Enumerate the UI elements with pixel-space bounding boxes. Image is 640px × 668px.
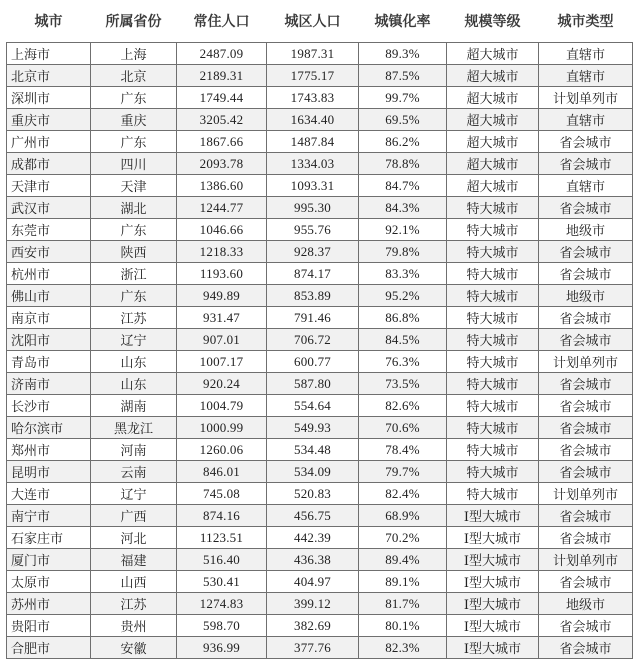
cell-resident-population: 1867.66 [177,131,267,153]
cell-urbanization-rate: 69.5% [359,109,447,131]
cell-province: 山东 [91,351,177,373]
cell-city-type: 省会城市 [539,571,633,593]
cell-urban-population: 554.64 [267,395,359,417]
cell-city-type: 省会城市 [539,395,633,417]
cell-urbanization-rate: 80.1% [359,615,447,637]
cell-urban-population: 955.76 [267,219,359,241]
cell-city-type: 省会城市 [539,439,633,461]
cell-urbanization-rate: 89.1% [359,571,447,593]
cell-city: 重庆市 [7,109,91,131]
cell-city: 杭州市 [7,263,91,285]
table-row [7,307,633,329]
cell-urban-population: 456.75 [267,505,359,527]
header-province: 所属省份 [105,14,162,30]
cell-resident-population: 1218.33 [177,241,267,263]
cell-province: 江苏 [91,307,177,329]
cell-province: 福建 [91,549,177,571]
cell-city: 昆明市 [7,461,91,483]
cell-urbanization-rate: 84.3% [359,197,447,219]
cell-city: 合肥市 [7,637,91,659]
cell-province: 广东 [91,87,177,109]
table-row [7,483,633,505]
cell-province: 广东 [91,131,177,153]
cell-resident-population: 846.01 [177,461,267,483]
header-urbanization-rate: 城镇化率 [374,14,431,30]
table-row [7,263,633,285]
cell-province: 河南 [91,439,177,461]
cell-scale-level: 特大城市 [447,329,539,351]
cell-scale-level: 特大城市 [447,439,539,461]
cell-scale-level: 特大城市 [447,197,539,219]
cell-city: 苏州市 [7,593,91,615]
cell-urban-population: 874.17 [267,263,359,285]
cell-city-type: 省会城市 [539,505,633,527]
cell-urban-population: 600.77 [267,351,359,373]
cell-urbanization-rate: 78.8% [359,153,447,175]
cell-city-type: 省会城市 [539,329,633,351]
table-row [7,461,633,483]
cell-resident-population: 874.16 [177,505,267,527]
cell-urbanization-rate: 99.7% [359,87,447,109]
cell-scale-level: 特大城市 [447,417,539,439]
cell-province: 山西 [91,571,177,593]
table-header [7,0,633,43]
table-row [7,285,633,307]
cell-scale-level: 超大城市 [447,175,539,197]
cell-city: 长沙市 [7,395,91,417]
cell-urban-population: 436.38 [267,549,359,571]
cell-city-type: 计划单列市 [539,351,633,373]
cell-city: 大连市 [7,483,91,505]
cell-resident-population: 949.89 [177,285,267,307]
cell-city: 厦门市 [7,549,91,571]
table-row [7,175,633,197]
cell-city: 广州市 [7,131,91,153]
cell-urban-population: 404.97 [267,571,359,593]
header-resident-population: 常住人口 [193,14,250,30]
cell-urbanization-rate: 70.2% [359,527,447,549]
header-city: 城市 [34,14,63,30]
cell-resident-population: 1274.83 [177,593,267,615]
cell-resident-population: 2093.78 [177,153,267,175]
city-population-table [6,0,633,659]
cell-province: 广东 [91,219,177,241]
cell-province: 辽宁 [91,329,177,351]
cell-urban-population: 587.80 [267,373,359,395]
cell-city: 武汉市 [7,197,91,219]
header-city-type: 城市类型 [557,14,614,30]
cell-city-type: 直辖市 [539,43,633,65]
cell-scale-level: 特大城市 [447,395,539,417]
header-urban-population: 城区人口 [284,14,341,30]
cell-scale-level: 超大城市 [447,87,539,109]
cell-city: 沈阳市 [7,329,91,351]
cell-scale-level: Ⅰ型大城市 [447,637,539,659]
table-row [7,65,633,87]
cell-scale-level: 超大城市 [447,131,539,153]
cell-urban-population: 1743.83 [267,87,359,109]
cell-urban-population: 399.12 [267,593,359,615]
cell-city: 北京市 [7,65,91,87]
cell-urban-population: 928.37 [267,241,359,263]
cell-resident-population: 516.40 [177,549,267,571]
cell-resident-population: 931.47 [177,307,267,329]
table-row [7,197,633,219]
cell-city: 西安市 [7,241,91,263]
cell-city-type: 地级市 [539,593,633,615]
header-row [7,0,633,43]
cell-city: 天津市 [7,175,91,197]
cell-resident-population: 1193.60 [177,263,267,285]
cell-urbanization-rate: 89.3% [359,43,447,65]
cell-province: 浙江 [91,263,177,285]
cell-scale-level: Ⅰ型大城市 [447,571,539,593]
cell-urban-population: 1987.31 [267,43,359,65]
cell-province: 山东 [91,373,177,395]
cell-urbanization-rate: 70.6% [359,417,447,439]
cell-city-type: 省会城市 [539,637,633,659]
cell-city-type: 省会城市 [539,241,633,263]
cell-urbanization-rate: 79.8% [359,241,447,263]
cell-city-type: 省会城市 [539,307,633,329]
cell-city-type: 省会城市 [539,615,633,637]
cell-urban-population: 1093.31 [267,175,359,197]
table-row [7,417,633,439]
table-row [7,43,633,65]
table-row [7,593,633,615]
cell-province: 云南 [91,461,177,483]
cell-province: 贵州 [91,615,177,637]
cell-scale-level: 超大城市 [447,153,539,175]
table-row [7,527,633,549]
cell-urban-population: 1775.17 [267,65,359,87]
cell-scale-level: 特大城市 [447,373,539,395]
cell-scale-level: Ⅰ型大城市 [447,527,539,549]
cell-urbanization-rate: 82.6% [359,395,447,417]
table-row [7,571,633,593]
table-row [7,373,633,395]
cell-resident-population: 936.99 [177,637,267,659]
cell-city: 成都市 [7,153,91,175]
cell-urbanization-rate: 73.5% [359,373,447,395]
cell-resident-population: 598.70 [177,615,267,637]
cell-province: 上海 [91,43,177,65]
cell-scale-level: 特大城市 [447,483,539,505]
cell-resident-population: 2487.09 [177,43,267,65]
table-row [7,549,633,571]
cell-urbanization-rate: 83.3% [359,263,447,285]
cell-scale-level: 特大城市 [447,263,539,285]
cell-urban-population: 1334.03 [267,153,359,175]
cell-city-type: 直辖市 [539,65,633,87]
cell-province: 辽宁 [91,483,177,505]
cell-city-type: 省会城市 [539,373,633,395]
cell-resident-population: 1260.06 [177,439,267,461]
cell-province: 黑龙江 [91,417,177,439]
cell-city: 郑州市 [7,439,91,461]
table-row [7,109,633,131]
table-row [7,615,633,637]
cell-province: 天津 [91,175,177,197]
cell-scale-level: 超大城市 [447,43,539,65]
cell-resident-population: 1123.51 [177,527,267,549]
cell-city: 太原市 [7,571,91,593]
cell-resident-population: 3205.42 [177,109,267,131]
cell-city: 南宁市 [7,505,91,527]
cell-scale-level: 特大城市 [447,241,539,263]
cell-resident-population: 1007.17 [177,351,267,373]
table-row [7,131,633,153]
cell-urbanization-rate: 82.3% [359,637,447,659]
cell-province: 四川 [91,153,177,175]
cell-city-type: 地级市 [539,219,633,241]
cell-province: 陕西 [91,241,177,263]
cell-city-type: 计划单列市 [539,549,633,571]
cell-city-type: 省会城市 [539,417,633,439]
cell-urban-population: 534.09 [267,461,359,483]
cell-urbanization-rate: 87.5% [359,65,447,87]
cell-city: 哈尔滨市 [7,417,91,439]
cell-province: 湖南 [91,395,177,417]
cell-province: 重庆 [91,109,177,131]
table-row [7,153,633,175]
cell-city-type: 省会城市 [539,153,633,175]
cell-urbanization-rate: 78.4% [359,439,447,461]
header-scale-level: 规模等级 [464,14,521,30]
cell-scale-level: Ⅰ型大城市 [447,615,539,637]
cell-urbanization-rate: 86.2% [359,131,447,153]
table-row [7,637,633,659]
table-row [7,351,633,373]
cell-resident-population: 1046.66 [177,219,267,241]
cell-province: 北京 [91,65,177,87]
cell-urbanization-rate: 68.9% [359,505,447,527]
cell-scale-level: 特大城市 [447,219,539,241]
cell-city: 青岛市 [7,351,91,373]
cell-urban-population: 853.89 [267,285,359,307]
cell-scale-level: Ⅰ型大城市 [447,549,539,571]
cell-resident-population: 1004.79 [177,395,267,417]
cell-province: 安徽 [91,637,177,659]
table-row [7,505,633,527]
cell-city-type: 省会城市 [539,461,633,483]
cell-scale-level: 超大城市 [447,109,539,131]
cell-resident-population: 920.24 [177,373,267,395]
cell-urbanization-rate: 82.4% [359,483,447,505]
cell-city: 济南市 [7,373,91,395]
table-row [7,439,633,461]
table-body [7,43,633,659]
cell-urban-population: 995.30 [267,197,359,219]
cell-city-type: 省会城市 [539,131,633,153]
cell-resident-population: 907.01 [177,329,267,351]
cell-city-type: 省会城市 [539,197,633,219]
cell-resident-population: 1000.99 [177,417,267,439]
cell-resident-population: 745.08 [177,483,267,505]
cell-city-type: 计划单列市 [539,87,633,109]
cell-province: 河北 [91,527,177,549]
cell-resident-population: 530.41 [177,571,267,593]
cell-urban-population: 520.83 [267,483,359,505]
cell-urban-population: 791.46 [267,307,359,329]
cell-urbanization-rate: 84.7% [359,175,447,197]
cell-scale-level: Ⅰ型大城市 [447,505,539,527]
cell-resident-population: 1244.77 [177,197,267,219]
cell-scale-level: 特大城市 [447,285,539,307]
cell-province: 广东 [91,285,177,307]
cell-urbanization-rate: 81.7% [359,593,447,615]
table-row [7,241,633,263]
cell-urbanization-rate: 95.2% [359,285,447,307]
cell-urbanization-rate: 84.5% [359,329,447,351]
cell-city: 东莞市 [7,219,91,241]
table-row [7,219,633,241]
cell-city-type: 地级市 [539,285,633,307]
cell-urban-population: 534.48 [267,439,359,461]
cell-urban-population: 377.76 [267,637,359,659]
cell-urbanization-rate: 92.1% [359,219,447,241]
cell-scale-level: Ⅰ型大城市 [447,593,539,615]
cell-resident-population: 2189.31 [177,65,267,87]
cell-city-type: 省会城市 [539,527,633,549]
cell-city-type: 直辖市 [539,175,633,197]
cell-urban-population: 1634.40 [267,109,359,131]
cell-urbanization-rate: 89.4% [359,549,447,571]
table-row [7,395,633,417]
cell-scale-level: 超大城市 [447,65,539,87]
cell-city-type: 计划单列市 [539,483,633,505]
cell-city: 贵阳市 [7,615,91,637]
table-row [7,329,633,351]
cell-scale-level: 特大城市 [447,307,539,329]
cell-province: 广西 [91,505,177,527]
cell-city-type: 直辖市 [539,109,633,131]
table-row [7,87,633,109]
cell-urbanization-rate: 86.8% [359,307,447,329]
cell-urban-population: 549.93 [267,417,359,439]
cell-resident-population: 1749.44 [177,87,267,109]
cell-city-type: 省会城市 [539,263,633,285]
cell-urbanization-rate: 76.3% [359,351,447,373]
cell-city: 佛山市 [7,285,91,307]
cell-urban-population: 442.39 [267,527,359,549]
cell-urban-population: 706.72 [267,329,359,351]
cell-resident-population: 1386.60 [177,175,267,197]
cell-urbanization-rate: 79.7% [359,461,447,483]
cell-province: 湖北 [91,197,177,219]
cell-city: 深圳市 [7,87,91,109]
cell-city: 上海市 [7,43,91,65]
cell-urban-population: 382.69 [267,615,359,637]
cell-city: 南京市 [7,307,91,329]
cell-urban-population: 1487.84 [267,131,359,153]
cell-province: 江苏 [91,593,177,615]
cell-scale-level: 特大城市 [447,351,539,373]
cell-scale-level: 特大城市 [447,461,539,483]
cell-city: 石家庄市 [7,527,91,549]
